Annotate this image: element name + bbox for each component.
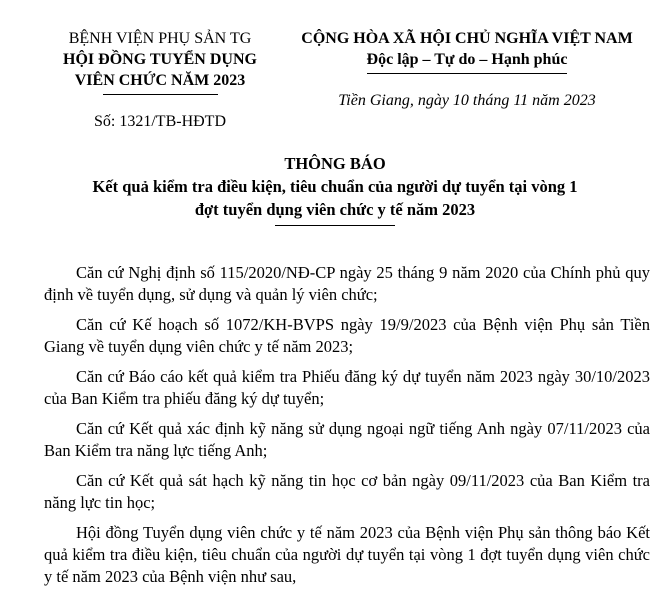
- national-title: CỘNG HÒA XÃ HỘI CHỦ NGHĨA VIỆT NAM: [301, 30, 633, 47]
- national-motto: Độc lập – Tự do – Hạnh phúc: [366, 51, 568, 68]
- hospital-name: BỆNH VIỆN PHỤ SẢN TG: [68, 30, 252, 47]
- legal-basis-paragraph: Căn cứ Kết quả xác định kỹ năng sử dụng ngoại ngữ tiếng Anh ngày 07/11/2023 của Ban Kiểm tra năng lực tiếng Anh;: [44, 419, 650, 460]
- legal-basis-paragraph: Căn cứ Báo cáo kết quả kiểm tra Phiếu đăng ký dự tuyển năm 2023 ngày 30/10/2023 của Ban Kiểm tra phiếu đăng ký dự tuyển;: [44, 367, 650, 408]
- notice-title-block: [40, 152, 630, 226]
- announcement-paragraph: Hội đồng Tuyển dụng viên chức y tế năm 2023 của Bệnh viện Phụ sản thông báo Kết quả kiểm tra điều kiện, tiêu chuẩn của người dự tuyển tại vòng 1 đợt tuyển dụng viên chức y tế năm 2023 của Bệnh viện như sau,: [44, 523, 650, 586]
- place-and-date: Tiền Giang, ngày 10 tháng 11 năm 2023: [338, 92, 596, 109]
- motto-underline: [367, 73, 567, 74]
- document-number: Số: 1321/TB-HĐTD: [94, 113, 226, 130]
- title-underline: [275, 225, 395, 226]
- issuer-header: [40, 28, 280, 132]
- national-header: [279, 28, 655, 111]
- council-name-line2: VIÊN CHỨC NĂM 2023: [74, 72, 246, 89]
- legal-basis-paragraph: Căn cứ Nghị định số 115/2020/NĐ-CP ngày 25 tháng 9 năm 2020 của Chính phủ quy định về tuyển dụng, sử dụng và quản lý viên chức;: [44, 263, 650, 304]
- legal-basis-paragraph: Căn cứ Kết quả sát hạch kỹ năng tin học cơ bản ngày 09/11/2023 của Ban Kiểm tra năng lực tin học;: [44, 471, 650, 512]
- issuer-underline: [103, 94, 218, 95]
- notice-subtitle-line1: Kết quả kiểm tra điều kiện, tiêu chuẩn của người dự tuyển tại vòng 1: [92, 177, 578, 196]
- notice-subtitle-line2: đợt tuyển dụng viên chức y tế năm 2023: [194, 200, 476, 219]
- legal-basis-paragraph: Căn cứ Kế hoạch số 1072/KH-BVPS ngày 19/9/2023 của Bệnh viện Phụ sản Tiền Giang về tuyển dụng viên chức y tế năm 2023;: [44, 315, 650, 356]
- notice-body: [44, 262, 650, 596]
- council-name-line1: HỘI ĐỒNG TUYỂN DỤNG: [63, 51, 257, 68]
- notice-heading: THÔNG BÁO: [284, 154, 386, 173]
